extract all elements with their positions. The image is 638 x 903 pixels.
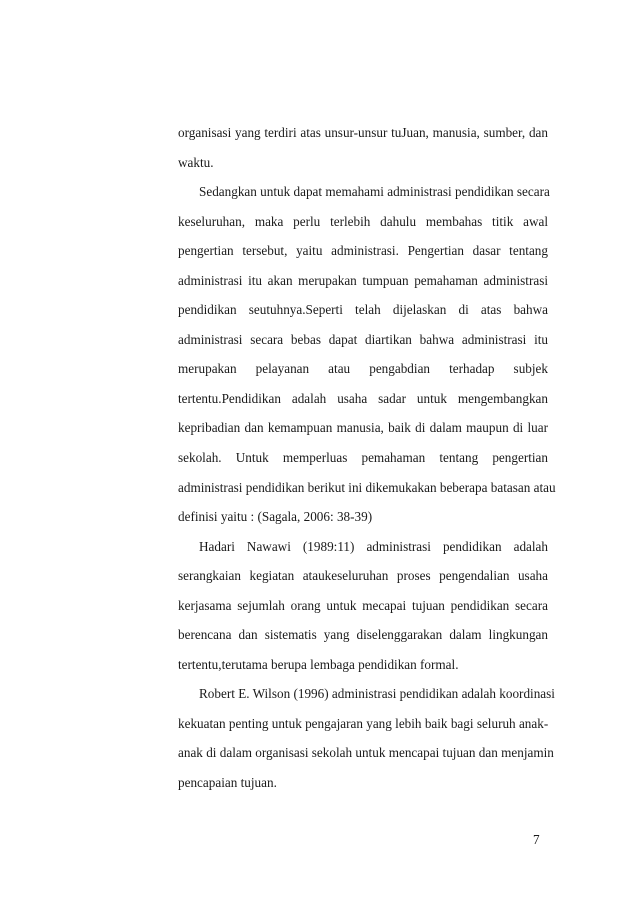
text-line: berencana dan sistematis yang diselenggarakan dalam lingkungan <box>178 627 548 643</box>
text-line: administrasi pendidikan berikut ini dikemukakan beberapa batasan atau <box>178 479 556 495</box>
text-line: organisasi yang terdiri atas unsur-unsur tuJuan, manusia, sumber, dan <box>178 125 548 140</box>
text-line: waktu. <box>178 154 214 170</box>
text-line: pendidikan seutuhnya.Seperti telah dijelaskan di atas bahwa <box>178 302 548 318</box>
text-line: Sedangkan untuk dapat memahami administrasi pendidikan secara <box>199 184 550 200</box>
text-line: pengertian tersebut, yaitu administrasi. Pengertian dasar tentang <box>178 243 548 259</box>
text-line: kekuatan penting untuk pengajaran yang lebih baik bagi seluruh anak- <box>178 715 549 731</box>
page-number: 7 <box>533 832 540 847</box>
text-line: sekolah. Untuk memperluas pemahaman tentang pengertian <box>178 450 548 466</box>
text-line: pencapaian tujuan. <box>178 775 277 791</box>
text-line: keseluruhan, maka perlu terlebih dahulu membahas titik awal <box>178 213 548 229</box>
text-line: anak di dalam organisasi sekolah untuk mencapai tujuan dan menjamin <box>178 745 554 761</box>
text-line: kepribadian dan kemampuan manusia, baik di dalam maupun di luar <box>178 420 548 436</box>
text-line: Robert E. Wilson (1996) administrasi pendidikan adalah koordinasi <box>199 686 555 702</box>
text-line: administrasi secara bebas dapat diartikan bahwa administrasi itu <box>178 331 548 347</box>
text-line: tertentu.Pendidikan adalah usaha sadar untuk mengembangkan <box>178 390 548 406</box>
text-line: definisi yaitu : (Sagala, 2006: 38-39) <box>178 509 373 525</box>
text-line: Hadari Nawawi (1989:11) administrasi pendidikan adalah <box>199 538 548 554</box>
body-text <box>178 118 556 798</box>
text-line: tertentu,terutama berupa lembaga pendidikan formal. <box>178 656 459 672</box>
text-line: administrasi itu akan merupakan tumpuan pemahaman administrasi <box>178 272 548 288</box>
text-line: serangkaian kegiatan ataukeseluruhan proses pengendalian usaha <box>178 568 548 584</box>
text-line: merupakan pelayanan atau pengabdian terhadap subjek <box>178 361 548 377</box>
text-line: kerjasama sejumlah orang untuk mecapai tujuan pendidikan secara <box>178 597 548 613</box>
